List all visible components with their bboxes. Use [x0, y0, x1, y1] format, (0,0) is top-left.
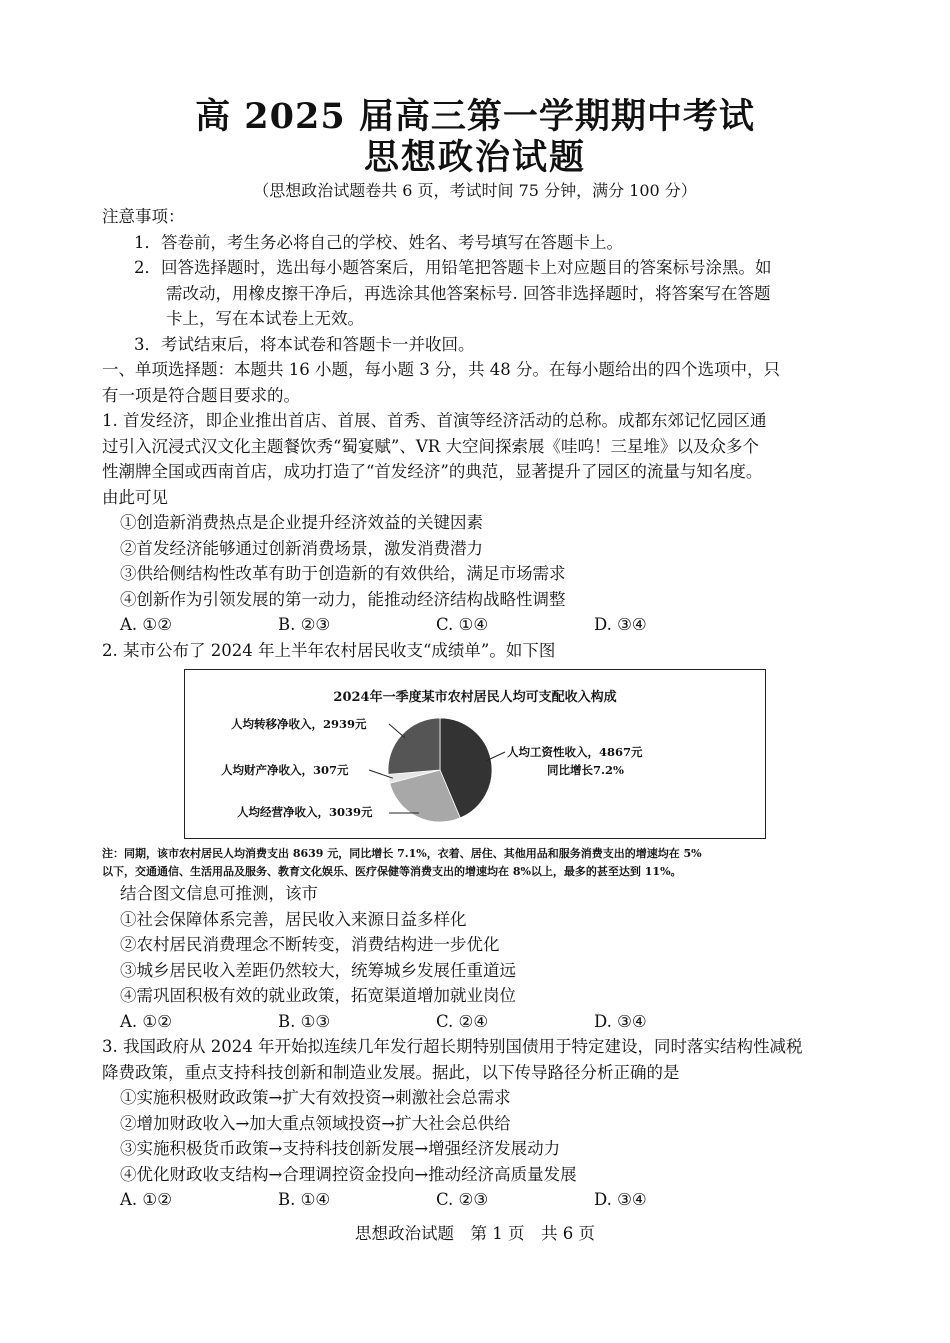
- question-1-choices: [102, 612, 857, 638]
- question-1-choice-c: C. ①④: [436, 615, 489, 634]
- question-1-statement-1: ①创造新消费热点是企业提升经济效益的关键因素: [120, 513, 483, 532]
- notice-item-2-line-3: 卡上，写在本试卷上无效。: [166, 309, 364, 328]
- exam-info: （思想政治试题卷共 6 页，考试时间 75 分钟，满分 100 分）: [253, 181, 697, 200]
- question-2: [102, 638, 857, 1035]
- question-2-choices: [102, 1009, 857, 1035]
- chart-note-line-1: 注：同期，该市农村居民人均消费支出 8639 元，同比增长 7.1%，衣着、居住、其他用品和服务消费支出的增速均在 5%: [102, 847, 702, 860]
- question-2-stem: 2. 某市公布了 2024 年上半年农村居民收支“成绩单”。如下图: [102, 640, 556, 660]
- question-2-lead: 结合图文信息可推测，该市: [120, 884, 318, 903]
- question-3-choice-d: D. ③④: [594, 1190, 647, 1209]
- question-3-choices: [102, 1187, 857, 1213]
- section-1-instruction: 一、单项选择题：本题共 16 小题，每小题 3 分，共 48 分。在每小题给出的四个选项中，只: [102, 360, 780, 379]
- notice-item-1: 1．答卷前，考生务必将自己的学校、姓名、考号填写在答题卡上。: [134, 232, 623, 252]
- question-3-choice-c: C. ②③: [436, 1190, 489, 1209]
- question-1-stem-3: 性潮牌全国或西南首店，成功打造了“首发经济”的典范，显著提升了园区的流量与知名度。: [102, 462, 763, 481]
- section-1-instruction-cont: 有一项是符合题目要求的。: [102, 385, 300, 405]
- pie-label-3: 人均财产净收入，307元: [221, 763, 349, 777]
- question-3-stem-1: 3. 我国政府从 2024 年开始拟连续几年发行超长期特别国债用于特定建设，同时落实结构性减税: [102, 1037, 803, 1056]
- question-1-stem-1: 1. 首发经济，即企业推出首店、首展、首秀、首演等经济活动的总称。成都东郊记忆园区通: [102, 411, 767, 430]
- question-3-statement-2: ②增加财政收入→加大重点领域投资→扩大社会总供给: [120, 1113, 511, 1133]
- question-3-stem-2: 降费政策，重点支持科技创新和制造业发展。据此，以下传导路径分析正确的是: [102, 1062, 680, 1082]
- page-footer: 思想政治试题 第 1 页 共 6 页: [355, 1224, 595, 1243]
- notice-heading: 注意事项：: [102, 207, 185, 226]
- question-2-choice-b: B. ①③: [278, 1011, 331, 1031]
- question-2-statement-3: ③城乡居民收入差距仍然较大，统筹城乡发展任重道远: [120, 960, 516, 980]
- question-1-statement-4: ④创新作为引领发展的第一动力，能推动经济结构战略性调整: [120, 589, 566, 609]
- question-3-statement-1: ①实施积极财政政策→扩大有效投资→刺激社会总需求: [120, 1088, 511, 1107]
- income-pie-chart: [184, 669, 766, 839]
- question-1-stem-2: 过引入沉浸式汉文化主题餐饮秀“蜀宴赋”、VR 大空间探索展《哇呜！三星堆》以及众多个: [102, 436, 759, 456]
- pie-label-1: 人均工资性收入，4867元: [507, 745, 643, 759]
- question-3-choice-b: B. ①④: [278, 1190, 331, 1209]
- notice-item-2-line-2: 需改动，用橡皮擦干净后，再选涂其他答案标号. 回答非选择题时，将答案写在答题: [166, 283, 771, 303]
- pie-growth-label: 同比增长7.2%: [547, 763, 624, 777]
- question-1-choice-d: D. ③④: [594, 615, 647, 634]
- question-2-choice-c: C. ②④: [436, 1011, 489, 1031]
- exam-content: [102, 204, 857, 1213]
- question-2-choice-d: D. ③④: [594, 1011, 647, 1031]
- question-3-choice-a: A. ①②: [120, 1190, 172, 1209]
- question-1-choice-b: B. ②③: [278, 615, 331, 634]
- subject-title: 思想政治试题: [363, 137, 586, 178]
- question-3-statement-3: ③实施积极货币政策→支持科技创新发展→增强经济发展动力: [120, 1139, 561, 1158]
- question-3-statement-4: ④优化财政收支结构→合理调控资金投向→推动经济高质量发展: [120, 1164, 577, 1184]
- question-2-choice-a: A. ①②: [120, 1011, 172, 1031]
- question-1-choice-a: A. ①②: [120, 615, 172, 634]
- exam-title: 高 2025 届高三第一学期期中考试: [195, 96, 755, 137]
- notice-item-3: 3．考试结束后，将本试卷和答题卡一并收回。: [134, 334, 475, 354]
- question-3: [102, 1034, 857, 1213]
- question-1-statement-3: ③供给侧结构性改革有助于创造新的有效供给，满足市场需求: [120, 564, 566, 583]
- question-2-statement-2: ②农村居民消费理念不断转变，消费结构进一步优化: [120, 935, 500, 954]
- pie-label-2: 人均经营净收入，3039元: [237, 805, 373, 819]
- pie-chart-svg: [185, 670, 765, 838]
- pie-leader-line-4: [389, 724, 405, 738]
- question-2-statement-1: ①社会保障体系完善，居民收入来源日益多样化: [120, 909, 467, 929]
- pie-slice-4: [388, 718, 440, 774]
- question-1: [102, 408, 857, 638]
- question-2-statement-4: ④需巩固积极有效的就业政策，拓宽渠道增加就业岗位: [120, 986, 516, 1005]
- chart-note-line-2: 以下，交通通信、生活用品及服务、教育文化娱乐、医疗保健等消费支出的增速均在 8%以上，最多的甚至达到 11%。: [102, 865, 682, 878]
- question-1-statement-2: ②首发经济能够通过创新消费场景，激发消费潜力: [120, 538, 483, 558]
- chart-title: 2024年一季度某市农村居民人均可支配收入构成: [333, 690, 617, 705]
- question-1-stem-4: 由此可见: [102, 487, 168, 507]
- notice-item-2-line-1: 2．回答选择题时，选出每小题答案后，用铅笔把答题卡上对应题目的答案标号涂黑。如: [134, 258, 772, 277]
- pie-label-4: 人均转移净收入，2939元: [231, 717, 367, 731]
